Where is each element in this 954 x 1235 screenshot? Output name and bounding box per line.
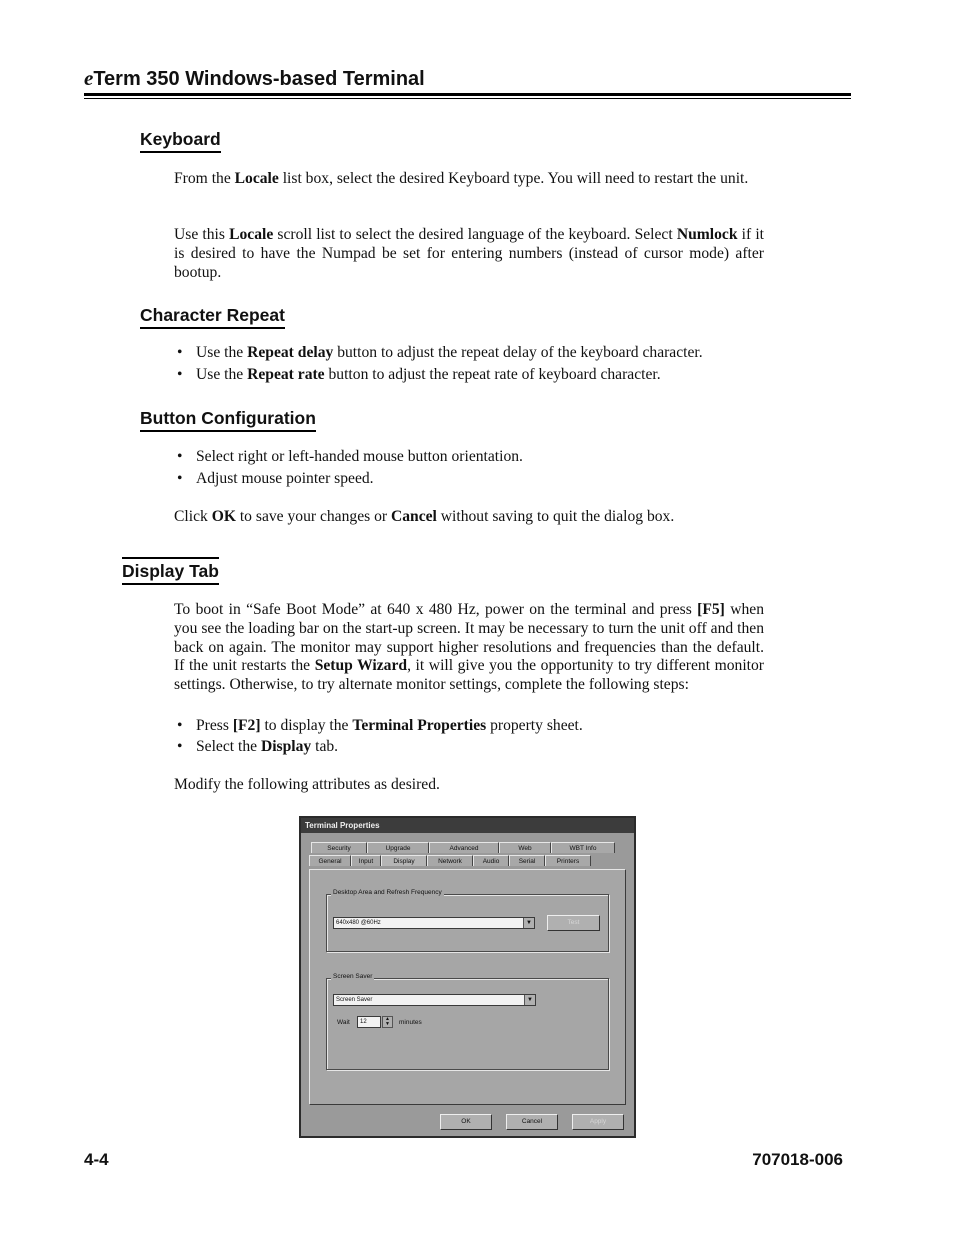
chevron-down-icon: ▼ [524, 995, 535, 1005]
header-title-prefix: e [84, 66, 94, 90]
running-header [84, 66, 425, 91]
test-button[interactable]: Test [547, 915, 600, 931]
tab-row-1 [311, 842, 615, 853]
screen-saver-group [326, 973, 609, 1070]
chevron-down-icon: ▼ [523, 918, 534, 928]
screen-saver-select[interactable] [333, 994, 536, 1006]
list-item: • Adjust mouse pointer speed. [174, 468, 774, 490]
minutes-label: minutes [399, 1019, 422, 1026]
character-repeat-heading: Character Repeat [140, 304, 285, 329]
display-tab-list [174, 715, 774, 757]
tab-upgrade[interactable]: Upgrade [367, 842, 429, 853]
tab-row-2 [309, 855, 591, 866]
button-configuration-heading: Button Configuration [140, 407, 316, 432]
bold-term: Cancel [390, 508, 437, 525]
tab-network[interactable]: Network [427, 855, 473, 866]
display-tab-heading: Display Tab [122, 557, 219, 585]
screen-saver-group-label: Screen Saver [333, 973, 373, 980]
header-title-text: Term 350 Windows-based Terminal [93, 68, 425, 90]
bold-term: Repeat rate [247, 366, 325, 383]
bold-term: Display [260, 738, 312, 755]
dialog-titlebar: Terminal Properties [301, 818, 634, 833]
character-repeat-list [174, 342, 774, 386]
header-rule-thin [84, 98, 851, 99]
tab-security[interactable]: Security [311, 842, 367, 853]
tab-general[interactable]: General [309, 855, 351, 866]
resolution-select-value: 640x480 @60Hz [336, 920, 381, 926]
bold-term: Locale [234, 170, 279, 187]
tab-display[interactable]: Display [381, 855, 427, 866]
wait-input[interactable] [357, 1016, 381, 1028]
bold-term: Repeat delay [247, 344, 334, 361]
list-item: • Use the Repeat rate button to adjust the repeat rate of keyboard character. [174, 364, 774, 386]
button-configuration-list [174, 446, 774, 490]
tab-advanced[interactable]: Advanced [429, 842, 499, 853]
bold-term: OK [211, 508, 236, 525]
spinner-arrows-icon[interactable]: ▲ ▼ [382, 1016, 393, 1028]
button-configuration-paragraph: Click OK to save your changes or Cancel without saving to quit the dialog box. [174, 508, 675, 525]
bold-term: Terminal Properties [352, 717, 487, 734]
list-item: • Select the Display tab. [174, 736, 774, 757]
display-tab-paragraph-1: To boot in “Safe Boot Mode” at 640 x 480 Hz, power on the terminal and press [F5] when you see the loading bar on the start-up screen. It may be necessary to turn the unit off and then back on again. The monitor may support higher resolutions and frequencies than the default. If the unit restarts the Setup Wizard, it will give you the opportunity to try different monitor settings. Otherwise, to try alternate monitor settings, complete the following steps: [174, 601, 764, 694]
screen-saver-select-value: Screen Saver [336, 997, 373, 1003]
list-item: • Select right or left-handed mouse button orientation. [174, 446, 774, 468]
list-item: • Use the Repeat delay button to adjust the repeat delay of the keyboard character. [174, 342, 774, 364]
tab-wbt-info[interactable]: WBT Info [551, 842, 615, 853]
display-tab-paragraph-2: Modify the following attributes as desired. [174, 776, 440, 793]
cancel-button[interactable]: Cancel [506, 1114, 558, 1130]
bold-term: [F2] [232, 717, 261, 734]
bold-term: [F5] [697, 601, 725, 618]
list-item: • Press [F2] to display the Terminal Properties property sheet. [174, 715, 774, 736]
desktop-area-group-label: Desktop Area and Refresh Frequency [333, 889, 442, 896]
document-number: 707018-006 [752, 1150, 843, 1169]
desktop-area-group [326, 889, 609, 952]
bold-term: Numlock [676, 226, 738, 243]
ok-button[interactable]: OK [440, 1114, 492, 1130]
tab-serial[interactable]: Serial [509, 855, 545, 866]
wait-input-value: 12 [360, 1019, 367, 1025]
tab-input[interactable]: Input [351, 855, 381, 866]
resolution-select[interactable] [333, 917, 535, 929]
tab-audio[interactable]: Audio [473, 855, 509, 866]
terminal-properties-dialog [299, 816, 636, 1138]
bold-term: Setup Wizard [314, 657, 408, 675]
bold-term: Locale [229, 226, 274, 243]
wait-label: Wait [337, 1019, 350, 1026]
keyboard-paragraph-2: Use this Locale scroll list to select the desired language of the keyboard. Select Numlock if it is desired to have the Numpad be set for entering numbers (instead of cursor mode) after bootup. [174, 226, 764, 281]
tab-web[interactable]: Web [499, 842, 551, 853]
display-tab-panel [309, 869, 626, 1105]
keyboard-heading: Keyboard [140, 128, 221, 153]
tab-printers[interactable]: Printers [545, 855, 591, 866]
apply-button[interactable]: Apply [572, 1114, 624, 1130]
keyboard-paragraph-1: From the Locale list box, select the desired Keyboard type. You will need to restart the unit. [174, 170, 749, 187]
page-number: 4-4 [84, 1150, 109, 1169]
header-rule-thick [84, 93, 851, 96]
